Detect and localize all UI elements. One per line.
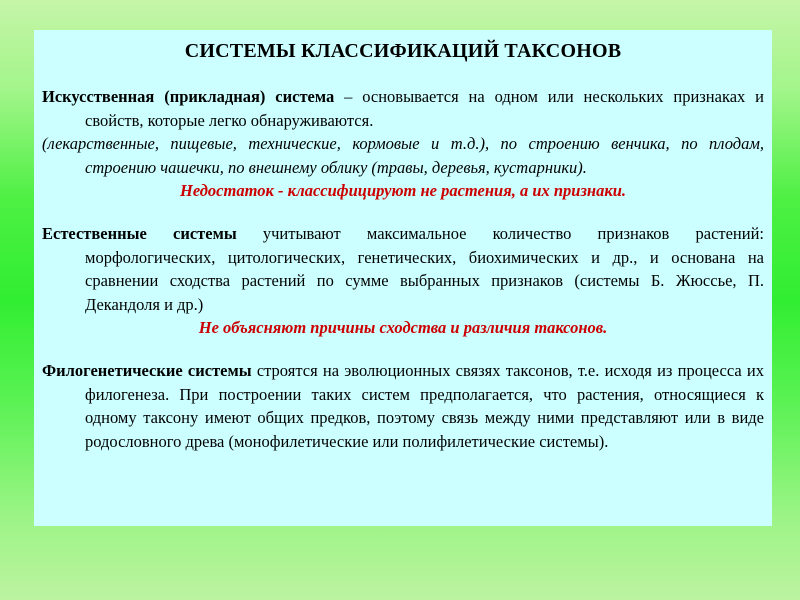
slide-content-panel xyxy=(34,30,772,526)
spacer xyxy=(42,63,764,85)
phylogenetic-system-term: Филогенетические системы xyxy=(42,361,252,380)
natural-system-drawback: Не объясняют причины сходства и различия таксонов. xyxy=(198,318,608,337)
artificial-system-term: Искусственная (прикладная) система xyxy=(42,87,335,106)
natural-system-description: учитывают максимальное количество признаков растений: морфологических, цитологических, генетических, биохимических и др., и основана на сравнении сходства растений по сумме выбранных признаков (системы Б. Жюссье, П. Декандоля и др.) xyxy=(85,224,764,314)
slide-title: СИСТЕМЫ КЛАССИФИКАЦИЙ ТАКСОНОВ xyxy=(184,40,622,62)
artificial-system-paragraph xyxy=(42,85,764,132)
artificial-system-description: – основывается на одном или нескольких признаках и свойств, которые легко обнаруживаются. xyxy=(85,87,764,130)
natural-system-term: Естественные системы xyxy=(42,224,237,243)
artificial-system-drawback: Недостаток - классифицируют не растения, а их признаки. xyxy=(180,181,626,200)
spacer xyxy=(42,202,764,222)
phylogenetic-system-paragraph xyxy=(42,359,764,453)
natural-system-paragraph xyxy=(42,222,764,316)
phylogenetic-system-description: строятся на эволюционных связях таксонов, т.е. исходя из процесса их филогенеза. При построении таких систем предполагается, что растения, относящиеся к одному таксону имеют общих предков, поэтому связь между ними представляют или в виде родословного древа (монофилетические или полифилетические системы). xyxy=(85,361,764,451)
artificial-system-examples: (лекарственные, пищевые, технические, кормовые и т.д.), по строению венчика, по плодам, строению чашечки, по внешнему облику (травы, деревья, кустарники). xyxy=(42,134,764,177)
spacer xyxy=(42,339,764,359)
